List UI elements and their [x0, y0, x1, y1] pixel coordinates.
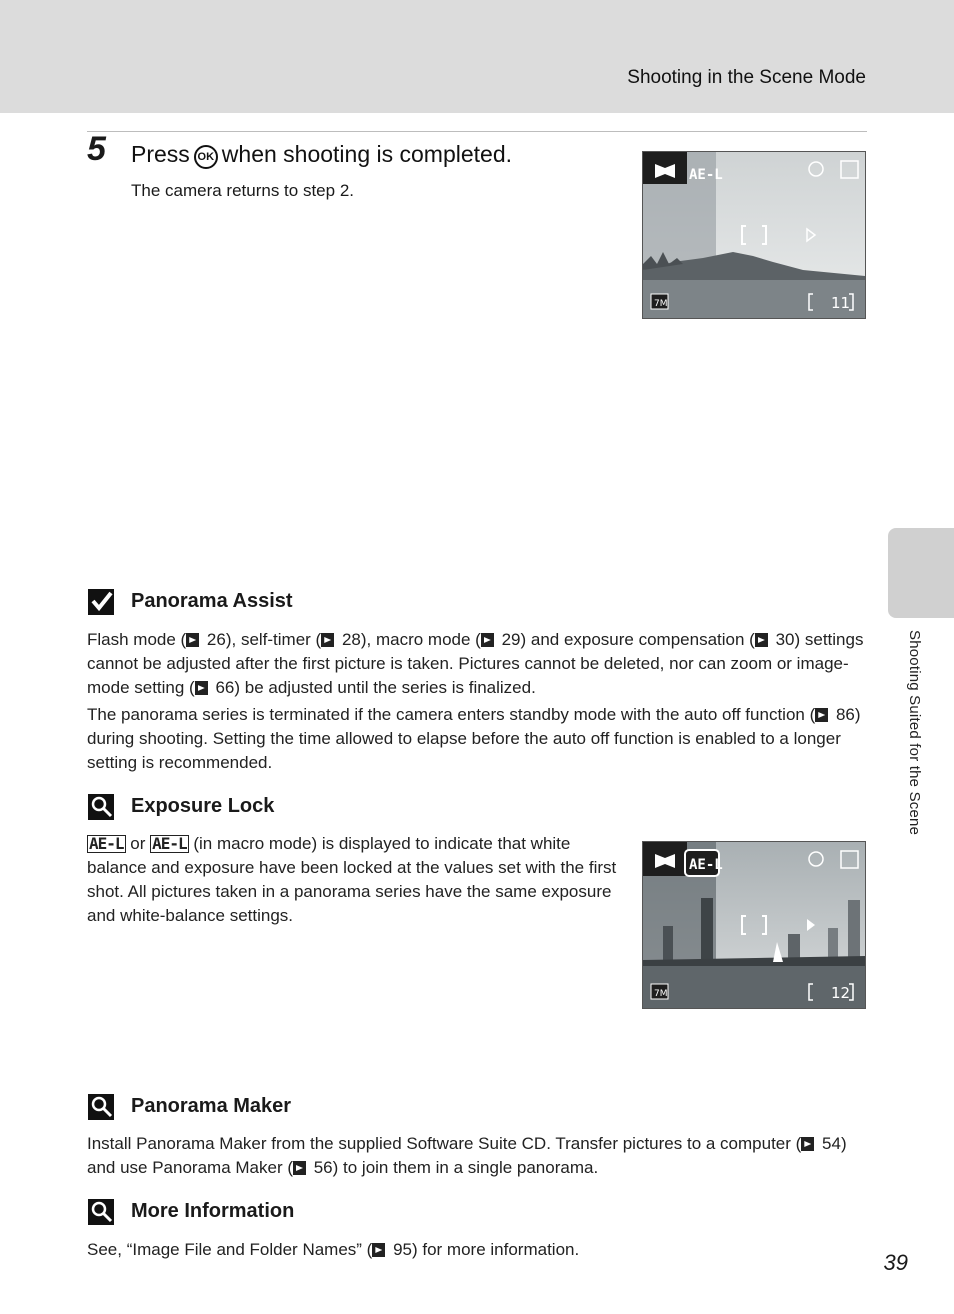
camera-screen-1-image — [643, 152, 865, 318]
frames-remaining: 12 — [831, 984, 851, 1002]
page-reference-icon — [195, 681, 208, 695]
page-reference-icon — [801, 1137, 814, 1151]
page-reference-icon — [321, 633, 334, 647]
step-subtitle: The camera returns to step 2. — [131, 181, 354, 200]
svg-text:7M: 7M — [654, 299, 668, 309]
magnifier-note-icon — [87, 1093, 117, 1121]
side-tab — [888, 528, 954, 618]
ae-lock-icon: AE-L — [89, 834, 124, 853]
camera-screen-1 — [642, 151, 866, 319]
ae-lock-macro-icon: AE-L — [152, 834, 187, 853]
page-reference-icon — [755, 633, 768, 647]
panorama-assist-paragraph-1: Flash mode ( 26), self-timer ( 28), macro mode ( 29) and exposure compensation ( 30) settings cannot be adjusted after the first picture is taken. Pictures cannot be deleted, nor can zoom or image-mode setting ( 66) be adjusted until the series is finalized. — [87, 630, 864, 697]
step-title-before: Press — [131, 141, 190, 167]
page-reference-icon — [481, 633, 494, 647]
checkmark-note-icon — [87, 588, 117, 616]
panorama-maker-paragraph: Install Panorama Maker from the supplied Software Suite CD. Transfer pictures to a computer ( 54) and use Panorama Maker ( 56) to join them in a single panorama. — [87, 1134, 847, 1177]
exposure-lock-paragraph: AE-L or AE-L (in macro mode) is displayed to indicate that white balance and exposure have been locked at the values set with the first shot. All pictures taken in a panorama series have the same exposure and white-balance settings. — [87, 834, 617, 925]
panorama-assist-paragraph-2: The panorama series is terminated if the camera enters standby mode with the auto off function ( 86) during shooting. Setting the time allowed to elapse before the auto off function is enabled to a longer setting is recommended. — [87, 705, 861, 772]
more-information-paragraph: See, “Image File and Folder Names” ( 95) for more information. — [87, 1240, 580, 1259]
side-tab-label: Shooting Suited for the Scene — [906, 630, 923, 836]
ok-button-icon: OK — [194, 145, 218, 169]
step-title-after: when shooting is completed. — [221, 141, 513, 167]
svg-text:7M: 7M — [654, 989, 668, 999]
step-title — [131, 141, 512, 169]
section-divider — [87, 131, 867, 132]
camera-screen-2 — [642, 841, 866, 1009]
page-reference-icon — [186, 633, 199, 647]
ae-lock-indicator: AE-L — [689, 857, 723, 873]
camera-screen-2-image — [643, 842, 865, 1008]
page-number: 39 — [883, 1250, 908, 1275]
magnifier-note-icon — [87, 1198, 117, 1226]
frames-remaining: 11 — [831, 294, 851, 312]
magnifier-note-icon — [87, 793, 117, 821]
page-header — [0, 0, 954, 113]
header-title: Shooting in the Scene Mode — [627, 67, 866, 88]
page-reference-icon — [815, 708, 828, 722]
page-reference-icon — [372, 1243, 385, 1257]
ae-lock-indicator: AE-L — [689, 167, 723, 183]
page-reference-icon — [293, 1161, 306, 1175]
step-number: 5 — [87, 130, 106, 168]
